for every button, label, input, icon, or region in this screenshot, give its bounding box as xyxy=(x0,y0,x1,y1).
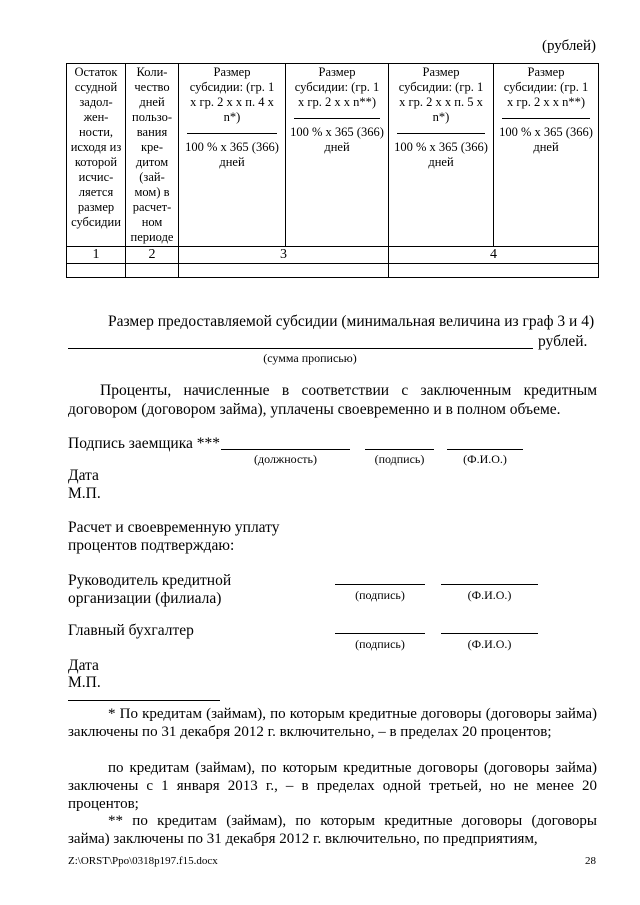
col4a-numerator: Размер субсидии: (гр. 1 х гр. 2 х х п. 5 х n*) xyxy=(397,65,485,134)
sum-in-words-field[interactable] xyxy=(68,348,533,349)
table-cell[interactable] xyxy=(179,264,389,278)
caption-accountant-signature: (подпись) xyxy=(355,637,405,651)
col-number-3: 3 xyxy=(179,247,389,264)
borrower-signature-label: Подпись заемщика *** xyxy=(68,435,221,452)
subsidy-amount-text: Размер предоставляемой субсидии (минимальная величина из граф 3 и 4) xyxy=(108,313,595,330)
col3a-numerator: Размер субсидии: (гр. 1 х гр. 2 х х п. 4 х n*) xyxy=(187,65,277,134)
table-cell[interactable] xyxy=(389,264,599,278)
col4b-numerator: Размер субсидии: (гр. 1 х гр. 2 х х n**) xyxy=(502,65,590,119)
col4b-denominator: 100 % х 365 (366) дней xyxy=(499,125,593,154)
header-col3b xyxy=(286,64,389,247)
accountant-name-field[interactable] xyxy=(441,633,538,634)
header-balance: Остаток ссудной задол-жен-ности, исходя из которой исчис-ляется размер субсидии xyxy=(67,64,126,247)
rub-label: рублей. xyxy=(538,333,588,350)
sum-caption: (сумма прописью) xyxy=(263,351,357,365)
chief-accountant-label: Главный бухгалтер xyxy=(68,622,194,639)
bank-head-line-1: Руководитель кредитной xyxy=(68,572,232,589)
borrower-name-field[interactable] xyxy=(447,449,523,450)
header-days: Коли-чество дней пользо-вания кре-дитом (зай-мом) в расчет-ном периоде xyxy=(126,64,179,247)
date-label-2: Дата xyxy=(68,657,99,674)
caption-signature: (подпись) xyxy=(374,452,425,466)
col-number-2: 2 xyxy=(126,247,179,264)
head-name-field[interactable] xyxy=(441,584,538,585)
accountant-signature-field[interactable] xyxy=(335,633,425,634)
table-cell[interactable] xyxy=(126,264,179,278)
table-cell[interactable] xyxy=(67,264,126,278)
confirm-line-1: Расчет и своевременную уплату xyxy=(68,519,280,536)
table-blank-row xyxy=(67,264,599,278)
subsidy-table xyxy=(66,63,599,278)
bank-head-line-2: организации (филиала) xyxy=(68,590,222,607)
borrower-position-field[interactable] xyxy=(221,449,350,450)
interest-paid-statement: Проценты, начисленные в соответствии с заключенным кредитным договором (договором займа), уплачены своевременно и в полном объеме. xyxy=(68,382,597,418)
table-header-row xyxy=(67,64,599,247)
stamp-label-2: М.П. xyxy=(68,674,101,691)
footnote-1: * По кредитам (займам), по которым кредитные договоры (договоры займа) заключены по 31 декабря 2012 г. включительно, – в пределах 20 процентов; xyxy=(68,706,597,740)
table-number-row xyxy=(67,247,599,264)
header-col3a xyxy=(179,64,286,247)
col-number-4: 4 xyxy=(389,247,599,264)
footnote-3: ** по кредитам (займам), по которым кредитные договоры (договоры займа) заключены по 31 декабря 2012 г. включительно, по предприятиям, xyxy=(68,813,597,847)
footnote-2: по кредитам (займам), по которым кредитные договоры (договоры займа) заключены с 1 января 2013 г., – в пределах одной третьей, но не менее 20 процентов; xyxy=(68,760,597,812)
caption-position: (должность) xyxy=(254,452,317,466)
col4a-denominator: 100 % х 365 (366) дней xyxy=(394,140,488,169)
caption-head-name: (Ф.И.О.) xyxy=(467,588,512,602)
file-path: Z:\ORST\Ppo\0318p197.f15.docx xyxy=(68,855,218,867)
footnote-separator xyxy=(68,700,220,701)
caption-head-signature: (подпись) xyxy=(355,588,405,602)
head-signature-field[interactable] xyxy=(335,584,425,585)
borrower-signature-field[interactable] xyxy=(365,449,434,450)
units-label: (рублей) xyxy=(541,38,596,54)
stamp-label: М.П. xyxy=(68,485,101,502)
page-number: 28 xyxy=(585,855,596,867)
date-label: Дата xyxy=(68,467,99,484)
header-col4a xyxy=(389,64,494,247)
caption-accountant-name: (Ф.И.О.) xyxy=(467,637,512,651)
col3b-denominator: 100 % х 365 (366) дней xyxy=(290,125,384,154)
col3a-denominator: 100 % х 365 (366) дней xyxy=(185,140,279,169)
col-number-1: 1 xyxy=(67,247,126,264)
header-col4b xyxy=(494,64,599,247)
confirm-line-2: процентов подтверждаю: xyxy=(68,537,235,554)
caption-name: (Ф.И.О.) xyxy=(463,452,507,466)
col3b-numerator: Размер субсидии: (гр. 1 х гр. 2 х х n**) xyxy=(294,65,380,119)
